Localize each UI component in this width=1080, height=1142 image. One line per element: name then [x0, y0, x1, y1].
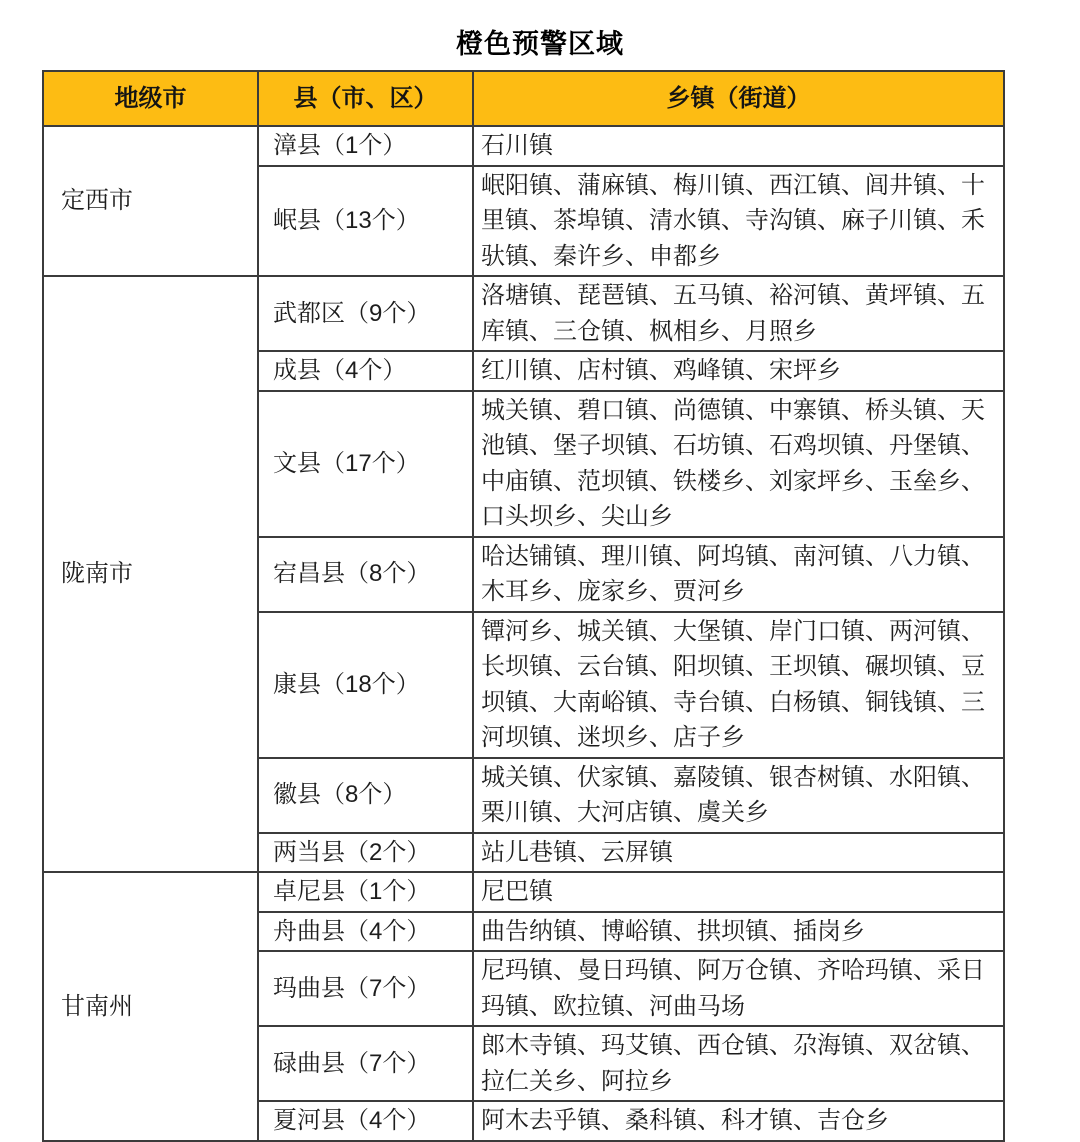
table-header-row: [43, 71, 1004, 126]
county-cell: 文县（17个）: [258, 391, 473, 537]
header-cell-county: 县（市、区）: [258, 71, 473, 126]
county-cell: 成县（4个）: [258, 351, 473, 391]
county-cell: 舟曲县（4个）: [258, 912, 473, 952]
township-cell: 郎木寺镇、玛艾镇、西仓镇、尕海镇、双岔镇、拉仁关乡、阿拉乡: [473, 1026, 1004, 1101]
city-cell: 陇南市: [43, 276, 258, 872]
city-cell: 定西市: [43, 126, 258, 276]
table-row: [43, 126, 1004, 166]
orange-warning-table: [42, 70, 1005, 1142]
county-cell: 康县（18个）: [258, 612, 473, 758]
township-cell: 阿木去乎镇、桑科镇、科才镇、吉仓乡: [473, 1101, 1004, 1141]
county-cell: 碌曲县（7个）: [258, 1026, 473, 1101]
township-cell: 尼巴镇: [473, 872, 1004, 912]
township-cell: 城关镇、碧口镇、尚德镇、中寨镇、桥头镇、天池镇、堡子坝镇、石坊镇、石鸡坝镇、丹堡镇、中庙镇、范坝镇、铁楼乡、刘家坪乡、玉垒乡、口头坝乡、尖山乡: [473, 391, 1004, 537]
county-cell: 宕昌县（8个）: [258, 537, 473, 612]
city-cell: 甘南州: [43, 872, 258, 1141]
county-cell: 夏河县（4个）: [258, 1101, 473, 1141]
township-cell: 洛塘镇、琵琶镇、五马镇、裕河镇、黄坪镇、五库镇、三仓镇、枫相乡、月照乡: [473, 276, 1004, 351]
township-cell: 镡河乡、城关镇、大堡镇、岸门口镇、两河镇、长坝镇、云台镇、阳坝镇、王坝镇、碾坝镇、豆坝镇、大南峪镇、寺台镇、白杨镇、铜钱镇、三河坝镇、迷坝乡、店子乡: [473, 612, 1004, 758]
township-cell: 站儿巷镇、云屏镇: [473, 833, 1004, 873]
township-cell: 红川镇、店村镇、鸡峰镇、宋坪乡: [473, 351, 1004, 391]
table-row: [43, 872, 1004, 912]
township-cell: 哈达铺镇、理川镇、阿坞镇、南河镇、八力镇、木耳乡、庞家乡、贾河乡: [473, 537, 1004, 612]
county-cell: 武都区（9个）: [258, 276, 473, 351]
header-cell-city: 地级市: [43, 71, 258, 126]
warning-table-body: [43, 126, 1004, 1141]
page-title: 橙色预警区域: [456, 29, 624, 59]
county-cell: 漳县（1个）: [258, 126, 473, 166]
county-cell: 徽县（8个）: [258, 758, 473, 833]
table-header: [43, 71, 1004, 126]
county-cell: 卓尼县（1个）: [258, 872, 473, 912]
township-cell: 尼玛镇、曼日玛镇、阿万仓镇、齐哈玛镇、采日玛镇、欧拉镇、河曲马场: [473, 951, 1004, 1026]
county-cell: 玛曲县（7个）: [258, 951, 473, 1026]
county-cell: 两当县（2个）: [258, 833, 473, 873]
township-cell: 曲告纳镇、博峪镇、拱坝镇、插岗乡: [473, 912, 1004, 952]
header-cell-township: 乡镇（街道）: [473, 71, 1004, 126]
township-cell: 城关镇、伏家镇、嘉陵镇、银杏树镇、水阳镇、栗川镇、大河店镇、虞关乡: [473, 758, 1004, 833]
county-cell: 岷县（13个）: [258, 166, 473, 277]
township-cell: 石川镇: [473, 126, 1004, 166]
table-row: [43, 276, 1004, 351]
township-cell: 岷阳镇、蒲麻镇、梅川镇、西江镇、闾井镇、十里镇、茶埠镇、清水镇、寺沟镇、麻子川镇、禾驮镇、秦许乡、申都乡: [473, 166, 1004, 277]
